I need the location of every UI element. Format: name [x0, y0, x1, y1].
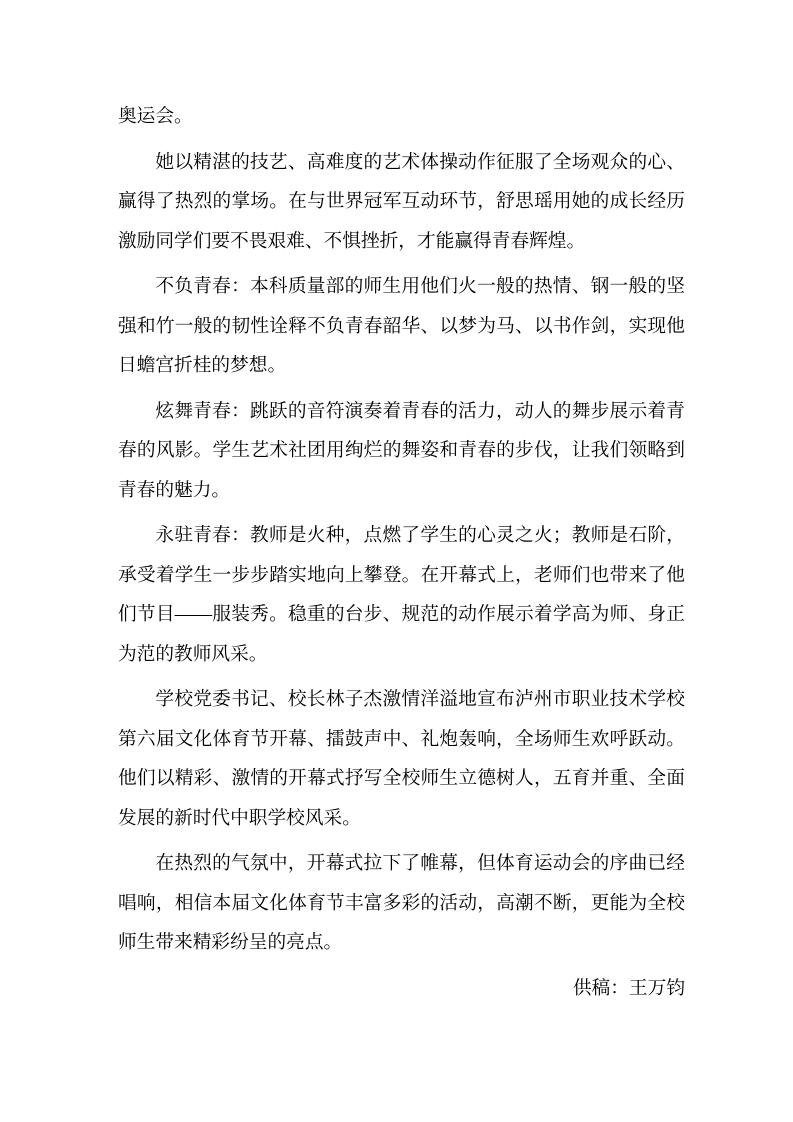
paragraph: 在热烈的气氛中，开幕式拉下了帷幕，但体育运动会的序曲已经唱响，相信本届文化体育节丰富多彩的活动，高潮不断，更能为全校师生带来精彩纷呈的亮点。: [118, 853, 685, 953]
byline: 供稿：王万钧: [572, 977, 685, 999]
paragraph: 她以精湛的技艺、高难度的艺术体操动作征服了全场观众的心、赢得了热烈的掌场。在与世界冠军互动环节，舒思瑶用她的成长经历激励同学们要不畏艰难、不惧挫折，才能赢得青春辉煌。: [118, 151, 685, 252]
paragraph: 永驻青春：教师是火种，点燃了学生的心灵之火；教师是石阶，承受着学生一步步踏实地向上攀登。在开幕式上，老师们也带来了他们节目——服装秀。稳重的台步、规范的动作展示着学高为师、身正为范的教师风采。: [118, 525, 685, 665]
paragraph: 炫舞青春：跳跃的音符演奏着青春的活力，动人的舞步展示着青春的风影。学生艺术社团用绚烂的舞姿和青春的步伐，让我们领略到青春的魅力。: [118, 400, 685, 501]
paragraph: 不负青春：本科质量部的师生用他们火一般的热情、钢一般的坚强和竹一般的韧性诠释不负青春韶华、以梦为马、以书作剑，实现他日蟾宫折桂的梦想。: [118, 276, 685, 376]
document-body: [118, 97, 685, 1014]
paragraph-continuation: 奥运会。: [118, 106, 193, 127]
paragraph: 学校党委书记、校长林子杰激情洋溢地宣布泸州市职业技术学校第六届文化体育节开幕、擂鼓声中、礼炮轰响，全场师生欢呼跃动。他们以精彩、激情的开幕式抒写全校师生立德树人，五育并重、全面发展的新时代中职学校风采。: [118, 689, 685, 829]
